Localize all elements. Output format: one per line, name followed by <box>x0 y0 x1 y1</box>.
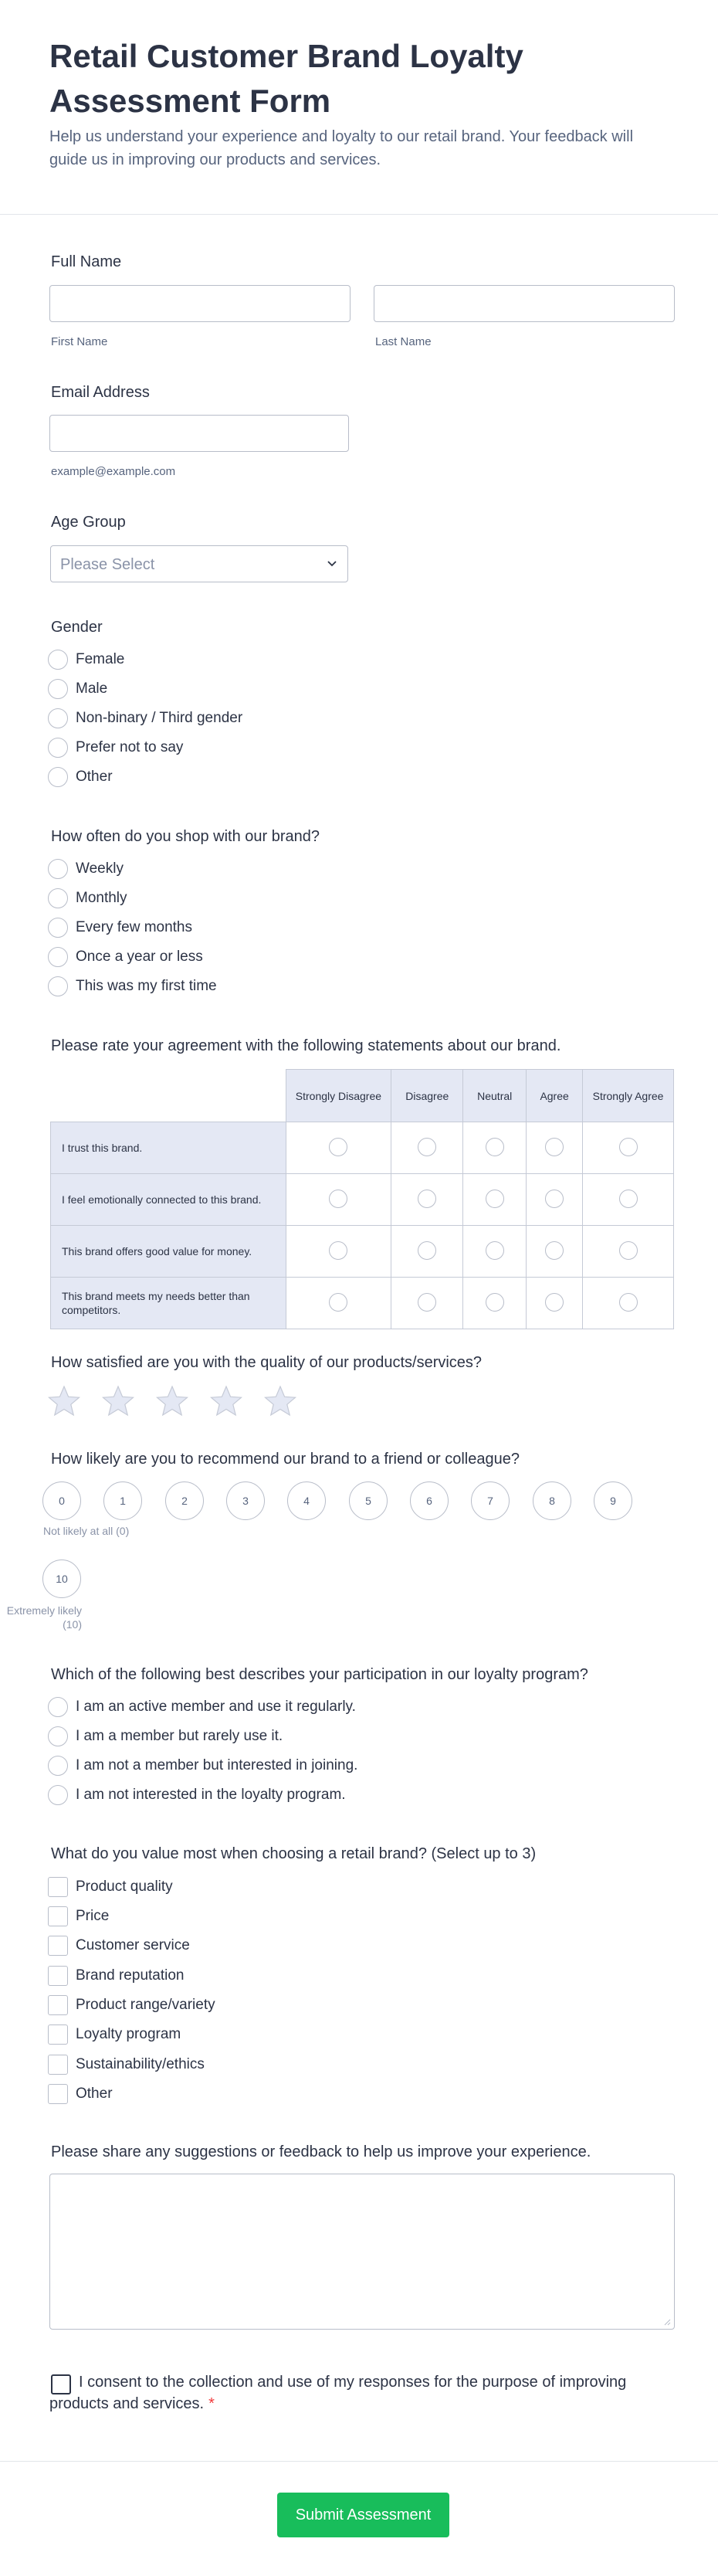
full-name-label: Full Name <box>51 253 122 270</box>
matrix-radio[interactable] <box>418 1138 436 1156</box>
values-option[interactable]: Loyalty program <box>48 2023 181 2046</box>
scale-option[interactable]: 6 <box>410 1481 449 1520</box>
scale-option[interactable]: 5 <box>349 1481 388 1520</box>
matrix-radio[interactable] <box>486 1138 504 1156</box>
last-name-input[interactable] <box>374 285 675 322</box>
matrix-column-header: Neutral <box>463 1070 527 1122</box>
shop-frequency-label: How often do you shop with our brand? <box>51 828 320 845</box>
matrix-radio[interactable] <box>329 1138 347 1156</box>
matrix-column-header: Agree <box>527 1070 583 1122</box>
matrix-radio[interactable] <box>486 1241 504 1260</box>
matrix-row-label: I feel emotionally connected to this brand. <box>51 1174 286 1226</box>
matrix-radio[interactable] <box>545 1241 564 1260</box>
submit-button[interactable]: Submit Assessment <box>277 2493 449 2537</box>
scale-option[interactable]: 4 <box>287 1481 326 1520</box>
shop-frequency-option[interactable]: This was my first time <box>48 975 217 998</box>
matrix-radio[interactable] <box>619 1241 638 1260</box>
gender-option[interactable]: Other <box>48 765 113 789</box>
first-name-sublabel: First Name <box>51 335 108 348</box>
shop-frequency-option[interactable]: Weekly <box>48 857 124 881</box>
shop-frequency-option[interactable]: Monthly <box>48 887 127 910</box>
radio-button[interactable] <box>48 708 68 728</box>
radio-button[interactable] <box>48 976 68 996</box>
scale-option[interactable]: 2 <box>165 1481 204 1520</box>
matrix-radio[interactable] <box>329 1190 347 1208</box>
consent-text <box>49 2371 636 2415</box>
radio-button[interactable] <box>48 1726 68 1746</box>
matrix-radio[interactable] <box>619 1138 638 1156</box>
agreement-matrix <box>50 1069 674 1329</box>
matrix-radio[interactable] <box>329 1293 347 1312</box>
satisfaction-label: How satisfied are you with the quality of our products/services? <box>51 1354 483 1371</box>
gender-option[interactable]: Prefer not to say <box>48 736 183 759</box>
shop-frequency-option[interactable]: Every few months <box>48 916 192 939</box>
matrix-column-header: Disagree <box>391 1070 463 1122</box>
loyalty-option[interactable]: I am not interested in the loyalty program. <box>48 1784 346 1807</box>
star-icon[interactable] <box>155 1384 189 1418</box>
matrix-label: Please rate your agreement with the following statements about our brand. <box>51 1037 561 1054</box>
matrix-radio[interactable] <box>329 1241 347 1260</box>
scale-option[interactable]: 8 <box>533 1481 571 1520</box>
matrix-corner <box>51 1070 286 1122</box>
checkbox[interactable] <box>48 1936 68 1956</box>
scale-option[interactable]: 10 <box>42 1560 81 1598</box>
radio-button[interactable] <box>48 888 68 908</box>
checkbox[interactable] <box>48 1966 68 1986</box>
form-subtitle: Help us understand your experience and loyalty to our retail brand. Your feedback will guide us in improving our products and services. <box>49 128 634 168</box>
values-label: What do you value most when choosing a retail brand? (Select up to 3) <box>51 1845 537 1862</box>
checkbox[interactable] <box>48 1995 68 2015</box>
radio-button[interactable] <box>48 650 68 670</box>
scale-option[interactable]: 3 <box>226 1481 265 1520</box>
form-title: Retail Customer Brand Loyalty Assessment Form <box>49 38 523 119</box>
matrix-radio[interactable] <box>418 1241 436 1260</box>
values-option[interactable]: Brand reputation <box>48 1964 185 1987</box>
loyalty-option[interactable]: I am a member but rarely use it. <box>48 1725 283 1748</box>
matrix-radio[interactable] <box>545 1293 564 1312</box>
scale-option[interactable]: 1 <box>103 1481 142 1520</box>
email-sublabel: example@example.com <box>51 465 176 478</box>
radio-button[interactable] <box>48 679 68 699</box>
matrix-radio[interactable] <box>418 1293 436 1312</box>
matrix-column-header: Strongly Agree <box>583 1070 674 1122</box>
consent-label: I consent to the collection and use of my responses for the purpose of improving products and services. <box>49 2374 627 2412</box>
star-icon[interactable] <box>47 1384 81 1418</box>
matrix-radio[interactable] <box>545 1190 564 1208</box>
gender-option[interactable]: Male <box>48 677 107 701</box>
gender-option[interactable]: Non-binary / Third gender <box>48 707 242 730</box>
feedback-textarea[interactable] <box>49 2174 675 2330</box>
checkbox[interactable] <box>48 2084 68 2104</box>
scale-option[interactable]: 0 <box>42 1481 81 1520</box>
loyalty-label: Which of the following best describes your participation in our loyalty program? <box>51 1666 588 1683</box>
star-icon[interactable] <box>209 1384 243 1418</box>
values-option[interactable]: Other <box>48 2082 113 2106</box>
scale-low-hint: Not likely at all (0) <box>43 1525 130 1537</box>
checkbox[interactable] <box>48 1906 68 1926</box>
values-option[interactable]: Customer service <box>48 1934 190 1957</box>
checkbox[interactable] <box>48 2055 68 2075</box>
matrix-row-label: This brand meets my needs better than competitors. <box>51 1278 286 1329</box>
last-name-sublabel: Last Name <box>375 335 432 348</box>
matrix-column-header: Strongly Disagree <box>286 1070 391 1122</box>
values-option[interactable]: Price <box>48 1905 109 1928</box>
radio-button[interactable] <box>48 767 68 787</box>
checkbox[interactable] <box>48 2024 68 2045</box>
radio-button[interactable] <box>48 738 68 758</box>
matrix-radio[interactable] <box>545 1138 564 1156</box>
loyalty-option[interactable]: I am not a member but interested in joining. <box>48 1754 357 1777</box>
feedback-label: Please share any suggestions or feedback to help us improve your experience. <box>51 2143 591 2160</box>
required-asterisk: * <box>208 2395 215 2412</box>
age-group-label: Age Group <box>51 514 126 531</box>
scale-option[interactable]: 9 <box>594 1481 632 1520</box>
matrix-radio[interactable] <box>418 1190 436 1208</box>
radio-button[interactable] <box>48 918 68 938</box>
loyalty-option[interactable]: I am an active member and use it regularly. <box>48 1695 356 1719</box>
star-icon[interactable] <box>101 1384 135 1418</box>
resize-handle-icon[interactable] <box>663 2318 671 2326</box>
shop-frequency-option[interactable]: Once a year or less <box>48 945 203 969</box>
checkbox[interactable] <box>48 1877 68 1897</box>
matrix-row-label: I trust this brand. <box>51 1122 286 1174</box>
matrix-radio[interactable] <box>486 1190 504 1208</box>
scale-high-hint: Extremely likely (10) <box>6 1604 82 1631</box>
email-label: Email Address <box>51 384 150 401</box>
age-group-select[interactable] <box>50 545 348 582</box>
values-option[interactable]: Sustainability/ethics <box>48 2053 205 2076</box>
chevron-down-icon <box>326 557 338 569</box>
matrix-radio[interactable] <box>619 1190 638 1208</box>
radio-button[interactable] <box>48 947 68 967</box>
gender-label: Gender <box>51 619 103 636</box>
matrix-radio[interactable] <box>486 1293 504 1312</box>
age-group-placeholder: Please Select <box>60 556 155 573</box>
form-header <box>0 0 718 215</box>
star-icon[interactable] <box>263 1384 297 1418</box>
first-name-input[interactable] <box>49 285 351 322</box>
gender-option[interactable]: Female <box>48 648 124 671</box>
radio-button[interactable] <box>48 859 68 879</box>
values-option[interactable]: Product quality <box>48 1875 173 1899</box>
values-option[interactable]: Product range/variety <box>48 1994 215 2017</box>
recommend-label: How likely are you to recommend our brand to a friend or colleague? <box>51 1451 520 1468</box>
email-input[interactable] <box>49 415 349 452</box>
radio-button[interactable] <box>48 1697 68 1717</box>
matrix-radio[interactable] <box>619 1293 638 1312</box>
radio-button[interactable] <box>48 1785 68 1805</box>
scale-option[interactable]: 7 <box>471 1481 510 1520</box>
matrix-row-label: This brand offers good value for money. <box>51 1226 286 1278</box>
radio-button[interactable] <box>48 1756 68 1776</box>
